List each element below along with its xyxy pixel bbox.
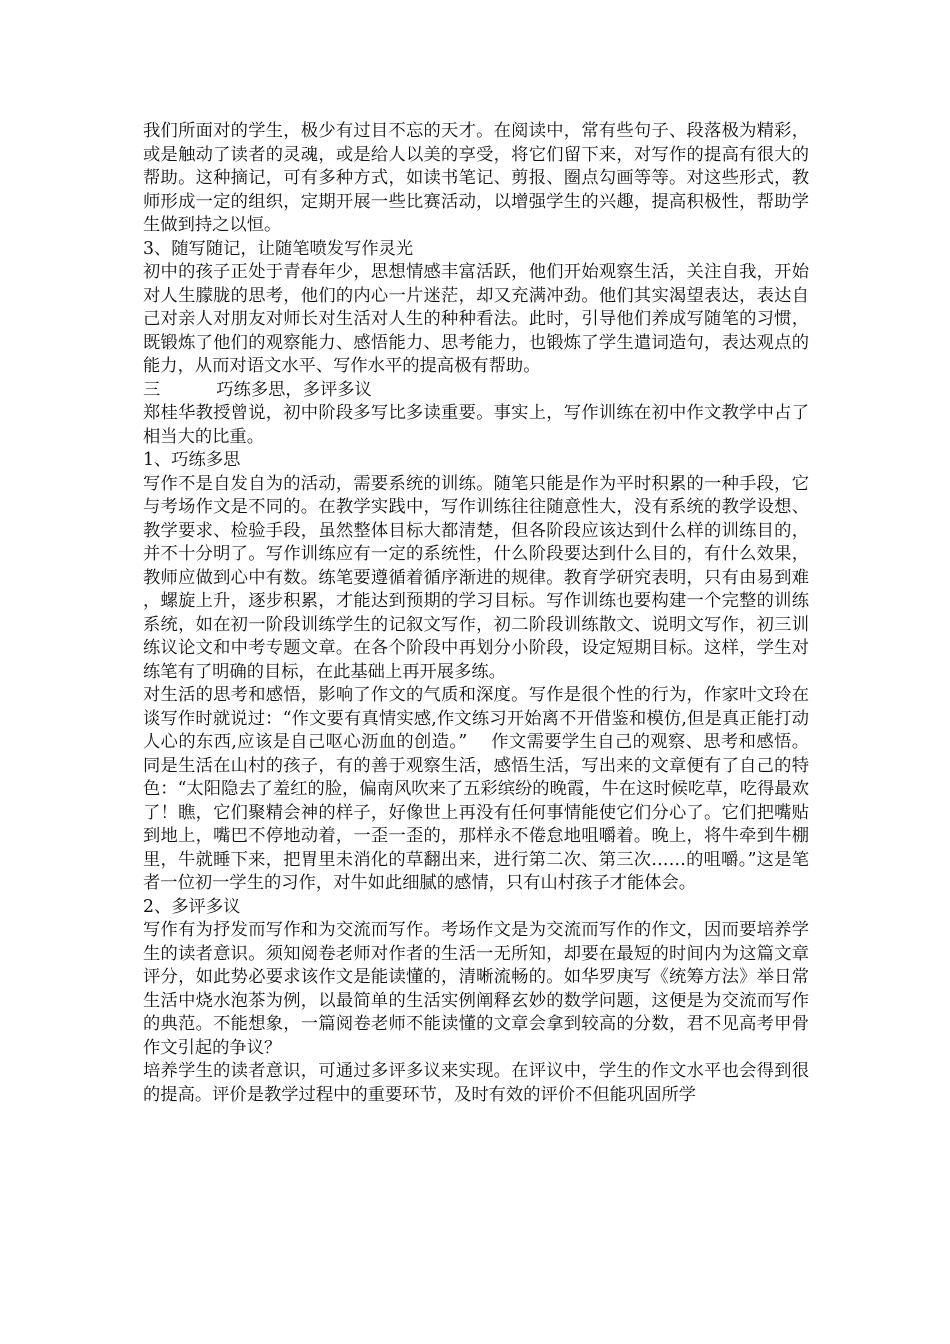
heading-2-review: 2、多评多议	[143, 896, 241, 917]
para-reflection: 对生活的思考和感悟，影响了作文的气质和深度。写作是很个性的行为，作家叶文玲在谈写作时就说过：“作文要有真情实感,作文练习开始离不开借鉴和模仿,但是真正能打动人心的东西,应该是自己呕心沥血的创造。” 作文需要学生自己的观察、思考和感悟。同是生活在山村的孩子，有的善于观察生活，感悟生活，写出来的文章便有了自己的特色：“太阳隐去了羞红的脸，偏南风吹来了五彩缤纷的晚霞，牛在这时候吃草，吃得最欢了！瞧，它们聚精会神的样子，好像世上再没有任何事情能使它们分心了。它们把嘴贴到地上，嘴巴不停地动着，一歪一歪的，那样永不倦怠地咀嚼着。晚上，将牛牵到牛棚里，牛就睡下来，把胃里未消化的草翻出来，进行第二次、第三次……的咀嚼。”这是笔者一位初一学生的习作，对牛如此细腻的感情，只有山村孩子才能体会。	[143, 685, 809, 893]
para-peer-review: 培养学生的读者意识，可通过多评多议来实现。在评议中，学生的作文水平也会得到很的提高。评价是教学过程中的重要环节，及时有效的评价不但能巩固所学	[143, 1061, 809, 1105]
para-reader-awareness: 写作有为抒发而写作和为交流而写作。考场作文是为交流而写作的作文，因而要培养学生的读者意识。须知阅卷老师对作者的生活一无所知，却要在最短的时间内为这篇文章评分，如此势必要求该作文是能读懂的，清晰流畅的。如华罗庚写《统筹方法》举日常生活中烧水泡茶为例，以最简单的生活实例阐释玄妙的数学问题，这便是为交流而写作的典范。不能想象，一篇阅卷老师不能读懂的文章会拿到较高的分数，君不见高考甲骨作文引起的争议？	[143, 920, 809, 1058]
para-free-writing: 初中的孩子正处于青春年少，思想情感丰富活跃，他们开始观察生活，关注自我，开始对人生朦胧的思考，他们的内心一片迷茫，却又充满冲劲。他们其实渴望表达，表达自己对亲人对朋友对师长对生活对人生的种种看法。此时，引导他们养成写随笔的习惯，既锻炼了他们的观察能力、感悟能力、思考能力，也锻炼了学生遣词造句，表达观点的能力，从而对语文水平、写作水平的提高极有帮助。	[143, 262, 809, 376]
section-number: 三	[143, 379, 161, 400]
heading-3-free-writing: 3、随写随记，让随笔喷发写作灵光	[143, 238, 414, 259]
heading-section-3	[143, 379, 809, 403]
para-zheng-quote: 郑桂华教授曾说，初中阶段多写比多读重要。事实上，写作训练在初中作文教学中占了相当大的比重。	[143, 403, 809, 447]
para-excerpt-benefits: 我们所面对的学生，极少有过目不忘的天才。在阅读中，常有些句子、段落极为精彩，或是触动了读者的灵魂，或是给人以美的享受，将它们留下来，对写作的提高有很大的帮助。这种摘记，可有多种方式，如读书笔记、剪报、圈点勾画等等。对这些形式，教师形成一定的组织，定期开展一些比赛活动，以增强学生的兴趣，提高积极性，帮助学生做到持之以恒。	[143, 121, 809, 235]
para-systematic-training: 写作不是自发自为的活动，需要系统的训练。随笔只能是作为平时积累的一种手段，它与考场作文是不同的。在教学实践中，写作训练往往随意性大，没有系统的教学设想、教学要求、检验手段，虽然整体目标大都清楚，但各阶段应该达到什么样的训练目的，并不十分明了。写作训练应有一定的系统性，什么阶段要达到什么目的，有什么效果，教师应做到心中有数。练笔要遵循着循序渐进的规律。教育学研究表明，只有由易到难，螺旋上升，逐步积累，才能达到预期的学习目标。写作训练也要构建一个完整的训练系统，如在初一阶段训练学生的记叙文写作，初二阶段训练散文、说明文写作，初三训练议论文和中考专题文章。在各个阶段中再划分小阶段，设定短期目标。这样，学生对练笔有了明确的目标，在此基础上再开展多练。	[143, 473, 809, 682]
section-title: 巧练多思，多评多议	[216, 379, 372, 400]
heading-1-practice: 1、巧练多思	[143, 450, 241, 470]
document-page	[143, 120, 809, 1230]
